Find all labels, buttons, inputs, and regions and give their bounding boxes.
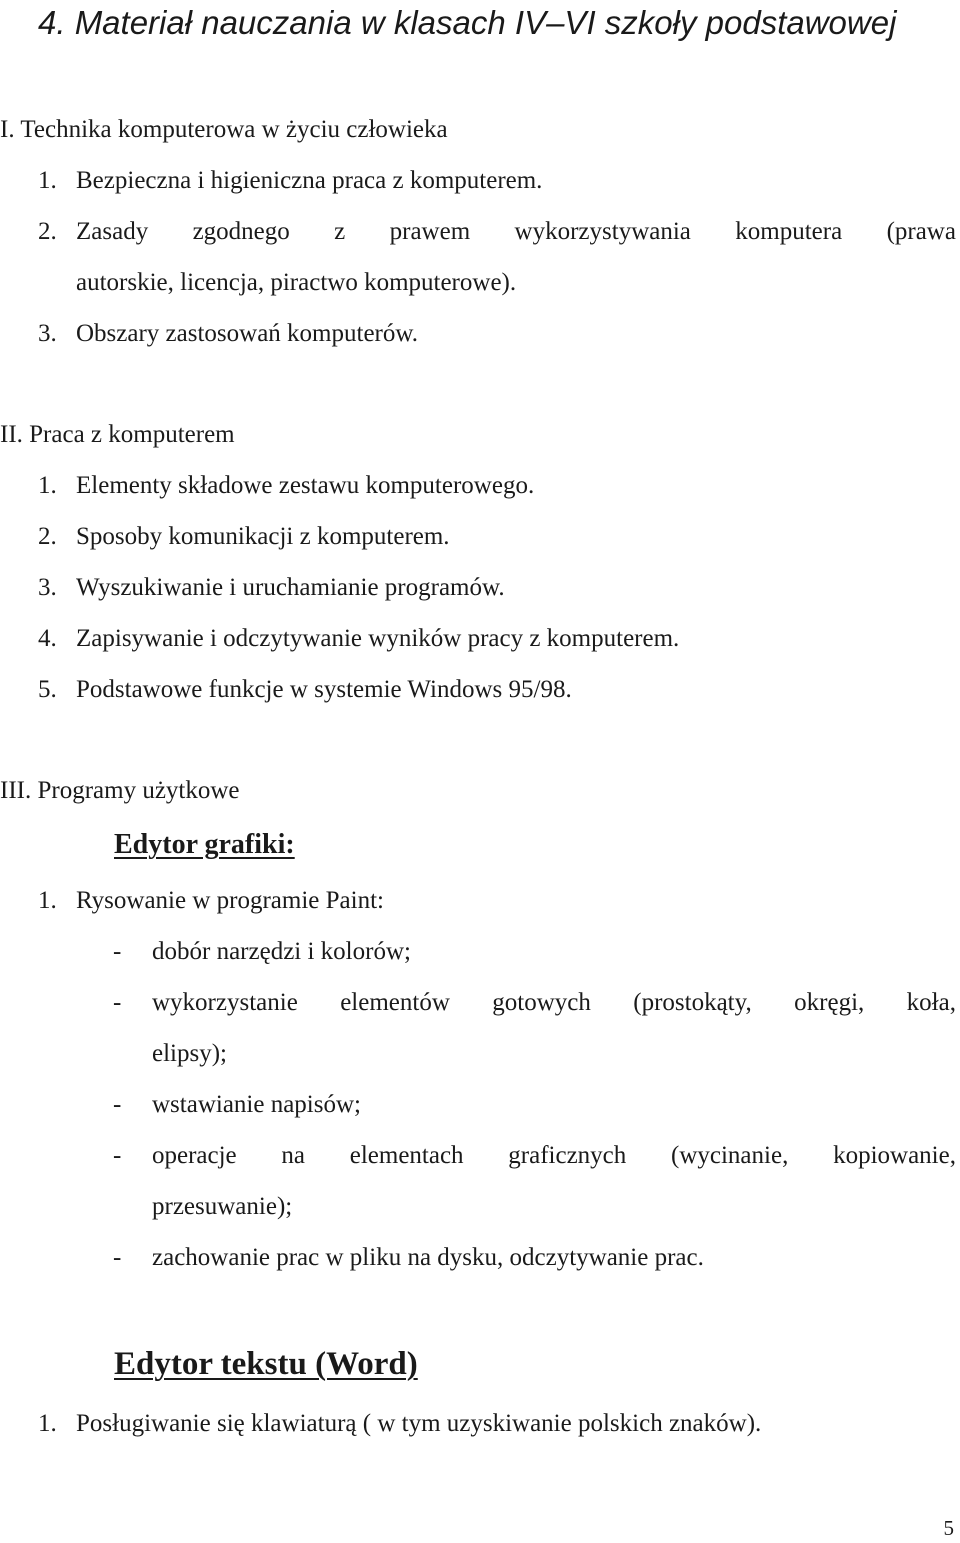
bullet-text: dobór narzędzi i kolorów; <box>152 938 411 965</box>
word: komputera <box>735 218 843 245</box>
item-text: Bezpieczna i higieniczna praca z komputerem. <box>76 167 543 194</box>
bullet-text-continuation: przesuwanie); <box>152 1193 293 1220</box>
section-heading: II. Praca z komputerem <box>0 421 235 448</box>
item-number: 5. <box>38 676 57 703</box>
bullet-text-justified <box>152 1141 956 1171</box>
item-number: 1. <box>38 472 57 499</box>
bullet-text: zachowanie prac w pliku na dysku, odczytywanie prac. <box>152 1244 704 1271</box>
bullet-dash: - <box>113 1244 122 1271</box>
word: Zasady <box>76 218 149 245</box>
item-text: Obszary zastosowań komputerów. <box>76 320 419 347</box>
word: okręgi, <box>794 989 865 1016</box>
item-text: Zapisywanie i odczytywanie wyników pracy z komputerem. <box>76 625 680 652</box>
item-text: Posługiwanie się klawiaturą ( w tym uzyskiwanie polskich znaków). <box>76 1410 762 1437</box>
item-number: 1. <box>38 1410 57 1437</box>
section-heading: III. Programy użytkowe <box>0 777 240 804</box>
word: (prawa <box>886 218 956 245</box>
word: (wycinanie, <box>671 1142 789 1169</box>
word: prawem <box>389 218 471 245</box>
word: koła, <box>906 989 956 1016</box>
section-heading: I. Technika komputerowa w życiu człowieka <box>0 116 448 143</box>
item-number: 4. <box>38 625 57 652</box>
text-editor-heading: Edytor tekstu (Word) <box>114 1346 418 1382</box>
item-text: Podstawowe funkcje w systemie Windows 95/98. <box>76 676 572 703</box>
bullet-text-justified <box>152 988 956 1018</box>
word: gotowych <box>492 989 591 1016</box>
item-text: Wyszukiwanie i uruchamianie programów. <box>76 574 505 601</box>
word: z <box>334 218 346 245</box>
word: na <box>281 1142 305 1169</box>
word: elementów <box>340 989 450 1016</box>
item-text-continuation: autorskie, licencja, piractwo komputerowe). <box>76 269 517 296</box>
bullet-dash: - <box>113 1142 122 1169</box>
word: zgodnego <box>192 218 290 245</box>
word: wykorzystywania <box>514 218 691 245</box>
item-text-justified <box>76 217 956 247</box>
word: kopiowanie, <box>833 1142 956 1169</box>
bullet-dash: - <box>113 1091 122 1118</box>
item-number: 1. <box>38 887 57 914</box>
bullet-text-continuation: elipsy); <box>152 1040 227 1067</box>
graphics-editor-heading: Edytor grafiki: <box>114 829 295 860</box>
word: operacje <box>152 1142 237 1169</box>
word: (prostokąty, <box>633 989 752 1016</box>
page-number: 5 <box>943 1516 954 1540</box>
word: elementach <box>349 1142 464 1169</box>
item-number: 1. <box>38 167 57 194</box>
item-text: Sposoby komunikacji z komputerem. <box>76 523 450 550</box>
word: graficznych <box>508 1142 627 1169</box>
item-text: Elementy składowe zestawu komputerowego. <box>76 472 535 499</box>
bullet-text: wstawianie napisów; <box>152 1091 361 1118</box>
page-title: 4. Materiał nauczania w klasach IV–VI szkoły podstawowej <box>38 4 897 41</box>
item-number: 3. <box>38 320 57 347</box>
item-number: 2. <box>38 523 57 550</box>
word: wykorzystanie <box>152 989 298 1016</box>
item-number: 2. <box>38 218 57 245</box>
bullet-dash: - <box>113 989 122 1016</box>
bullet-dash: - <box>113 938 122 965</box>
item-number: 3. <box>38 574 57 601</box>
item-text: Rysowanie w programie Paint: <box>76 887 384 914</box>
